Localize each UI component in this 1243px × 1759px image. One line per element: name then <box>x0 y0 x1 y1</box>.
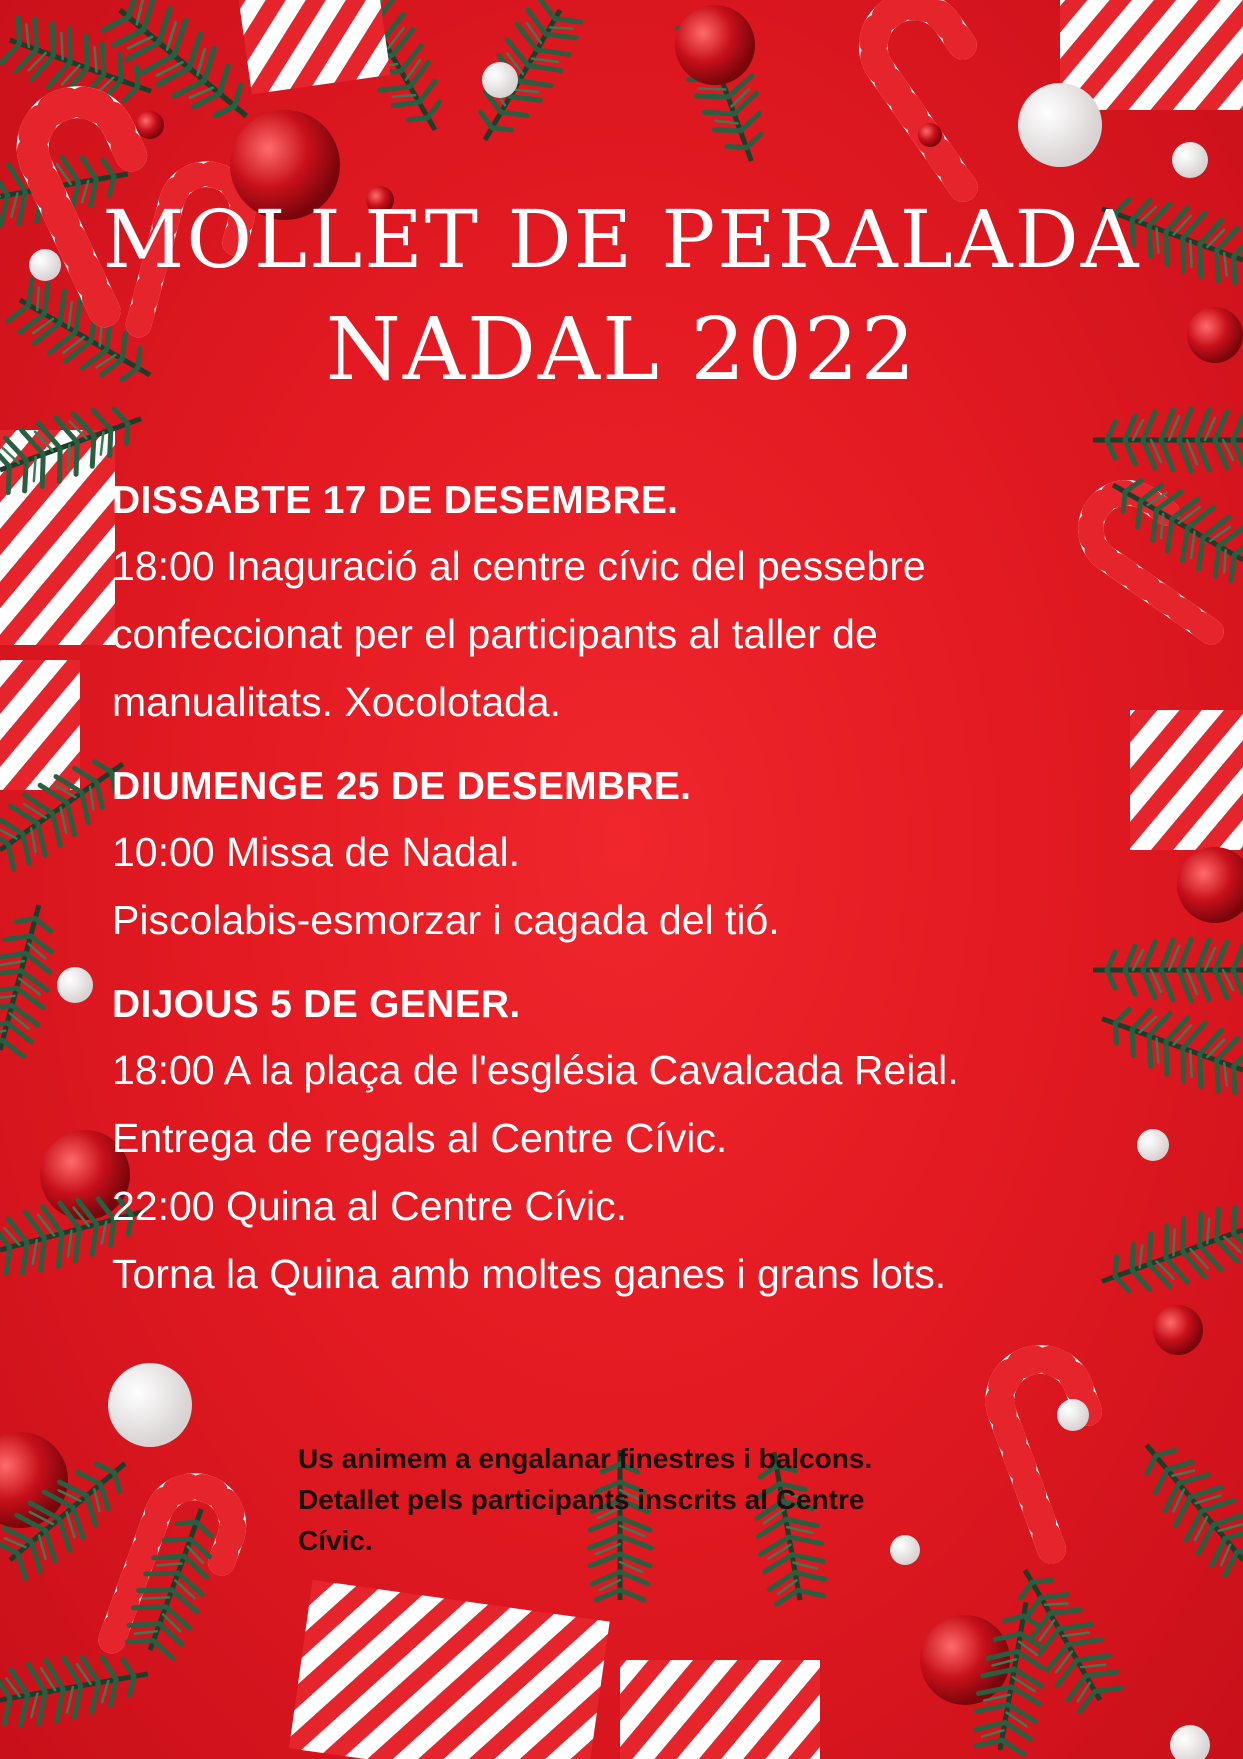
event-line: 18:00 Inaguració al centre cívic del pessebre <box>112 543 926 589</box>
event-line: confeccionat per el participants al taller de <box>112 611 878 657</box>
event-line: manualitats. Xocolotada. <box>112 679 561 725</box>
decoration-note <box>298 1438 1098 1561</box>
event-day: DIUMENGE 25 DE DESEMBRE. <box>112 765 692 808</box>
event-section <box>112 470 1122 736</box>
event-section <box>112 756 1122 954</box>
poster-title-village: MOLLET DE PERALADA <box>102 193 1141 286</box>
event-line: 10:00 Missa de Nadal. <box>112 829 520 875</box>
event-line: 22:00 Quina al Centre Cívic. <box>112 1183 628 1229</box>
event-line: Torna la Quina amb moltes ganes i grans lots. <box>112 1251 947 1297</box>
event-line: Piscolabis-esmorzar i cagada del tió. <box>112 897 780 943</box>
poster-title-event: NADAL 2022 <box>325 300 918 400</box>
event-section <box>112 974 1122 1308</box>
event-line: Entrega de regals al Centre Cívic. <box>112 1115 728 1161</box>
event-line: 18:00 A la plaça de l'església Cavalcada Reial. <box>112 1047 959 1093</box>
note-line: Cívic. <box>298 1525 373 1556</box>
note-line: Detallet pels participants inscrits al Centre <box>298 1484 865 1515</box>
event-schedule <box>112 470 1122 1328</box>
event-day: DIJOUS 5 DE GENER. <box>112 983 521 1026</box>
event-day: DISSABTE 17 DE DESEMBRE. <box>112 479 679 522</box>
note-line: Us animem a engalanar finestres i balcons. <box>298 1443 873 1474</box>
